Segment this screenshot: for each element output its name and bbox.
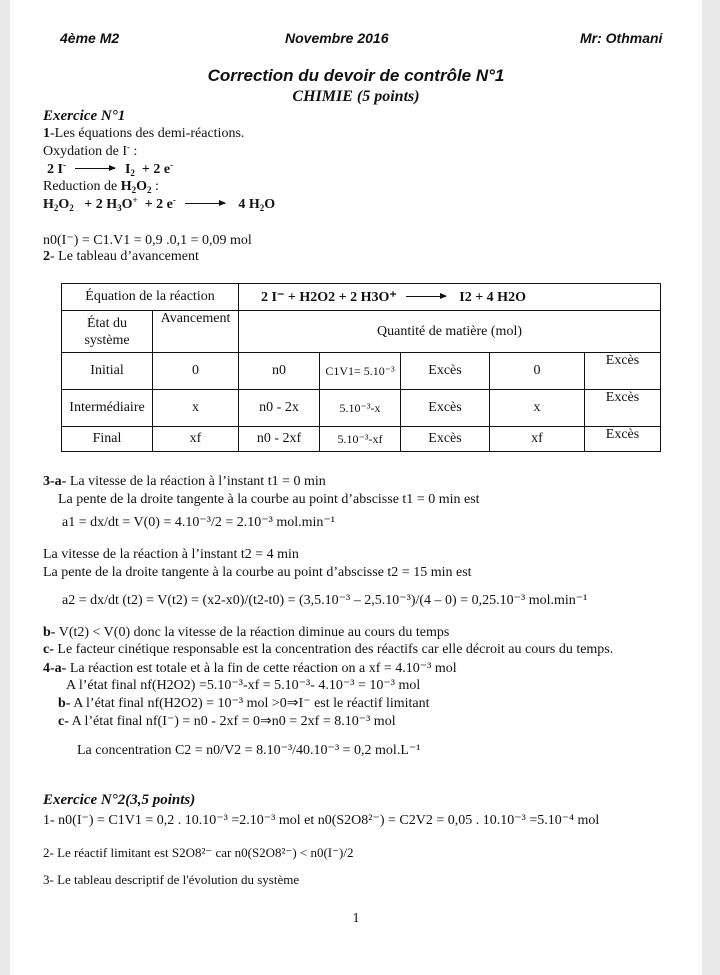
n0-calculation: n0(I⁻) = C1.V1 = 0,9 .0,1 = 0,09 mol: [43, 233, 252, 248]
cell-i2: 0: [490, 353, 585, 390]
cell-i2: xf: [490, 427, 585, 452]
question-4a-text: La réaction est totale et à la fin de cette réaction on a xf = 4.10⁻³ mol: [69, 661, 457, 676]
question-4b-text: A l’état final nf(H2O2) = 10⁻³ mol >0⇒I⁻ est le réactif limitant: [73, 696, 430, 711]
question-4c-text: A l’état final nf(I⁻) = n0 - 2xf = 0⇒n0 = 2xf = 8.10⁻³ mol: [71, 714, 396, 729]
cell-etat: Final: [62, 427, 153, 452]
cell-iodide: n0 - 2x: [239, 390, 320, 427]
exercise-2-heading: Exercice N°2(3,5 points): [43, 792, 196, 808]
col-avancement: Avancement: [153, 311, 239, 353]
cell-h3o: Excès: [401, 390, 490, 427]
question-3b-label: b-: [43, 625, 56, 640]
cell-h3o: Excès: [401, 427, 490, 452]
concentration-formula: La concentration C2 = n0/V2 = 8.10⁻³/40.10⁻³ = 0,2 mol.L⁻¹: [77, 743, 421, 758]
question-3c-label: c-: [43, 642, 54, 657]
page-title: Correction du devoir de contrôle N°1: [207, 66, 505, 85]
cell-iodide: n0 - 2xf: [239, 427, 320, 452]
exercise-1-heading: Exercice N°1: [43, 108, 126, 124]
question-4c-label: c-: [58, 714, 69, 729]
cell-h2o2: 5.10⁻³-xf: [320, 427, 401, 452]
question-3a: [43, 474, 326, 490]
question-4b-label: b-: [58, 696, 71, 711]
cell-x: xf: [153, 427, 239, 452]
table-row: [62, 427, 661, 452]
document-page: [10, 0, 702, 975]
question-4a-label: 4-a-: [43, 661, 67, 676]
final-state-h2o2: A l’état final nf(H2O2) =5.10⁻³-xf = 5.10⁻³- 4.10⁻³ = 10⁻³ mol: [66, 678, 421, 693]
equation-products: I2 + 4 H2O: [459, 289, 526, 305]
question-3b-text: V(t2) < V(0) donc la vitesse de la réaction diminue au cours du temps: [58, 625, 450, 640]
cell-x: x: [153, 390, 239, 427]
reaction-arrow-icon: [185, 203, 225, 204]
cell-h2o: Excès: [585, 353, 661, 390]
a2-formula: a2 = dx/dt (t2) = V(t2) = (x2-x0)/(t2-t0) = (3,5.10⁻³ – 2,5.10⁻³)/(4 – 0) = 0,25.10⁻³ mol.min⁻¹: [62, 593, 588, 608]
velocity-2-text: La vitesse de la réaction à l’instant t2 = 4 min: [43, 547, 299, 562]
cell-h2o2: C1V1= 5.10⁻³: [320, 353, 401, 390]
reduction-label: Reduction de $H_2O_2$ :: [43, 179, 159, 195]
equation-label-cell: Équation de la réaction: [62, 284, 239, 311]
cell-iodide: n0: [239, 353, 320, 390]
page-number: 1: [352, 911, 360, 926]
question-1: 1-Les équations des demi-réactions.: [43, 126, 245, 141]
question-4a: [43, 660, 457, 677]
oxidation-label-text: Oxydation de I: [43, 144, 127, 159]
cell-h2o2: 5.10⁻³-x: [320, 390, 401, 427]
cell-etat: Intermédiaire: [62, 390, 153, 427]
question-3a-label: 3-a-: [43, 474, 67, 489]
slope-1-text: La pente de la droite tangente à la courbe au point d’abscisse t1 = 0 min est: [58, 492, 480, 507]
oxidation-lhs: 2 I: [47, 162, 63, 177]
cell-x: 0: [153, 353, 239, 390]
teacher-name: Mr: Othmani: [580, 30, 663, 46]
question-3c: [43, 642, 613, 658]
col-quantite: Quantité de matière (mol): [239, 311, 661, 353]
cell-h2o: Excès: [585, 427, 661, 452]
table-row: [62, 353, 661, 390]
table-row: [62, 390, 661, 427]
question-2-text: Le tableau d’avancement: [58, 249, 199, 264]
question-4b: [58, 695, 430, 712]
question-3a-text: La vitesse de la réaction à l’instant t1 = 0 min: [69, 474, 326, 489]
question-3b: [43, 625, 449, 641]
cell-etat: Initial: [62, 353, 153, 390]
a1-formula: a1 = dx/dt = V(0) = 4.10⁻³/2 = 2.10⁻³ mol.min⁻¹: [62, 515, 335, 530]
ex2-question-2: 2- Le réactif limitant est S2O8²⁻ car n0(S2O8²⁻) < n0(I⁻)/2: [43, 845, 354, 860]
reduction-equation: $H_2O_2 + 2$ $H_3O^+ + 2$ e- 4 $H_2O$: [43, 195, 276, 213]
equation-reactants: 2 I⁻ + H2O2 + 2 H3O⁺: [261, 289, 397, 305]
slope-2-text: La pente de la droite tangente à la courbe au point d’abscisse t2 = 15 min est: [43, 565, 472, 580]
cell-h3o: Excès: [401, 353, 490, 390]
ex2-question-3: 3- Le tableau descriptif de l'évolution du système: [43, 872, 300, 887]
reduction-label-text: Reduction de: [43, 179, 118, 194]
ex2-question-1: 1- n0(I⁻) = C1V1 = 0,2 . 10.10⁻³ =2.10⁻³ mol et n0(S2O8²⁻) = C2V2 = 0,05 . 10.10⁻³ =5.10⁻⁴ mol: [43, 813, 600, 828]
question-4c: [58, 713, 396, 730]
cell-h2o: Excès: [585, 390, 661, 427]
question-3c-text: Le facteur cinétique responsable est la concentration des réactifs car elle décroit au cours du temps.: [57, 642, 614, 657]
oxidation-rhs: + 2 e: [141, 162, 171, 177]
question-1-text: Les équations des demi-réactions.: [54, 126, 245, 141]
equation-cell: [239, 284, 661, 311]
oxidation-equation: 2 I- $I_2 + 2$ e-: [47, 160, 174, 178]
advancement-table: [61, 283, 661, 452]
page-subtitle: CHIMIE (5 points): [292, 88, 420, 105]
exam-date: Novembre 2016: [285, 30, 389, 46]
class-label: 4ème M2: [60, 30, 120, 46]
oxidation-label: Oxydation de I- :: [43, 142, 138, 159]
cell-i2: x: [490, 390, 585, 427]
col-etat: État du système: [62, 311, 153, 353]
reaction-arrow-icon: [406, 296, 446, 297]
question-2: 2- Le tableau d’avancement: [43, 249, 199, 264]
reaction-arrow-icon: [75, 168, 115, 169]
